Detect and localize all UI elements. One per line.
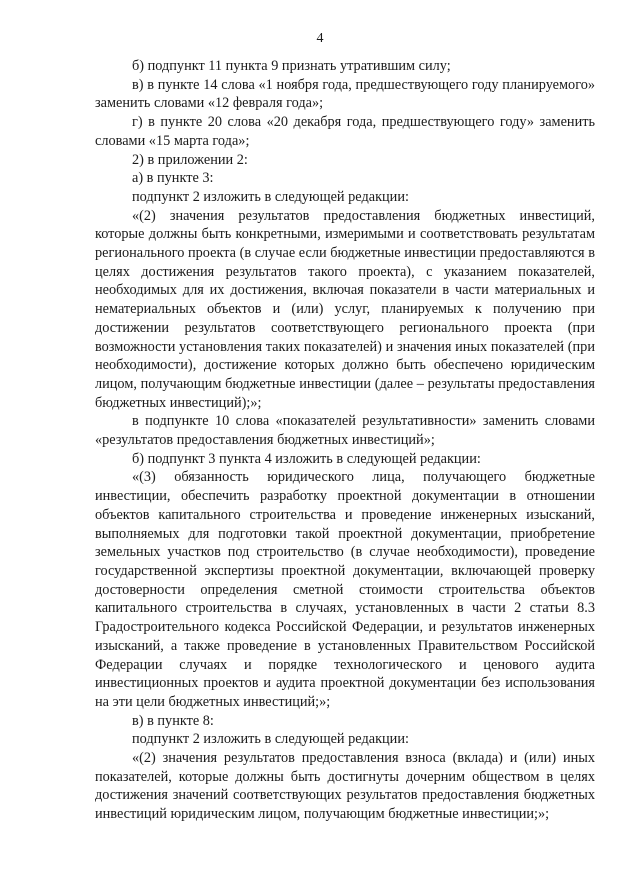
paragraph-10: «(3) обязанность юридического лица, получающего бюджетные инвестиции, обеспечить разработку проектной документации в отношении объектов капитального строительства и проведение инженерных изысканий, выполняемых для подготовки такой проектной документации, приобретение земельных участков под строительство (в случае необходимости), проведение государственной экспертизы проектной документации, включающей проверку достоверности определения сметной стоимости строительства объектов капитального строительства в случаях, установленных в части 2 статьи 8.3 Градостроительного кодекса Российской Федерации, и результатов инженерных изысканий, а также проведение в установленных Правительством Российской Федерации случаях и порядке технологического и ценового аудита инвестиционных проектов и аудита проектной документации без использования на эти цели бюджетных инвестиций;»; xyxy=(95,469,595,710)
paragraph-11: в) в пункте 8: xyxy=(132,712,214,729)
paragraph-13: «(2) значения результатов предоставления взноса (вклада) и (или) иных показателей, которые должны быть достигнуты дочерним обществом в целях достижения значений соответствующих результатов предоставления бюджетных инвестиций юридическим лицом, получающим бюджетные инвестиции;»; xyxy=(95,750,595,823)
paragraph-6: подпункт 2 изложить в следующей редакции: xyxy=(132,188,409,205)
paragraph-7: «(2) значения результатов предоставления бюджетных инвестиций, которые должны быть конкретными, измеримыми и соответствовать результатам регионального проекта (в случае если бюджетные инвестиции предоставляются в целях достижения результатов такого проекта), с указанием показателей, необходимых для их достижения, включая показатели в части материальных и нематериальных объектов и (или) услуг, планируемых к получению при достижении результатов соответствующего регионального проекта (при возможности установления таких показателей) и значения иных показателей (при необходимости), достижение которых должно быть обеспечено юридическим лицом, получающим бюджетные инвестиции (далее – результаты предоставления бюджетных инвестиций);»; xyxy=(95,207,595,411)
paragraph-4: 2) в приложении 2: xyxy=(132,151,248,168)
paragraph-5: а) в пункте 3: xyxy=(132,170,214,187)
paragraph-12: подпункт 2 изложить в следующей редакции: xyxy=(132,731,409,748)
document-body xyxy=(95,57,595,824)
paragraph-8: в подпункте 10 слова «показателей результативности» заменить словами «результатов предоставления бюджетных инвестиций»; xyxy=(95,413,595,449)
paragraph-1: б) подпункт 11 пункта 9 признать утратившим силу; xyxy=(132,58,451,74)
page-number: 4 xyxy=(316,31,324,46)
paragraph-3: г) в пункте 20 слова «20 декабря года, предшествующего году» заменить словами «15 марта года»; xyxy=(95,114,595,149)
paragraph-2: в) в пункте 14 слова «1 ноября года, предшествующего году планируемого» заменить словами «12 февраля года»; xyxy=(95,76,595,112)
paragraph-9: б) подпункт 3 пункта 4 изложить в следующей редакции: xyxy=(132,450,481,467)
